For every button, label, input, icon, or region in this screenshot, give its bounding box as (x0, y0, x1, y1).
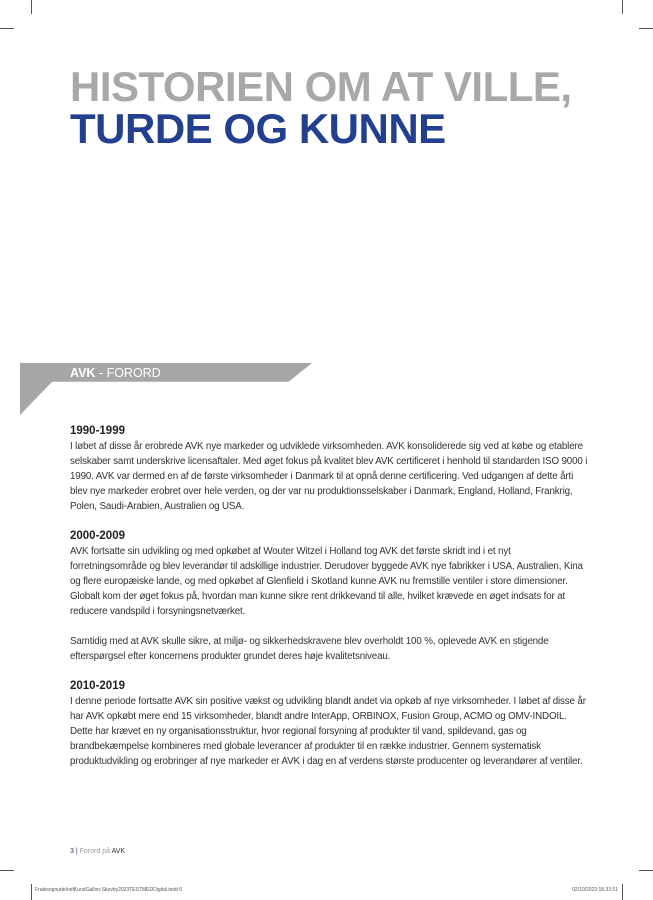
body-text (70, 424, 590, 784)
banner-label: FORORD (106, 366, 161, 380)
section-2010-2019 (70, 679, 590, 769)
page-title (70, 63, 572, 152)
folio-separator: | (75, 848, 78, 855)
page-title-line-2: TURDE OG KUNNE (70, 105, 446, 152)
crop-mark (639, 870, 653, 871)
page-footer (70, 848, 125, 855)
section-2000-2009 (70, 529, 590, 664)
section-heading: 1990-1999 (70, 425, 125, 437)
banner-brand: AVK (70, 366, 96, 380)
crop-mark (0, 28, 14, 29)
section-paragraph: I denne periode fortsatte AVK sin positive vækst og udvikling blandt andet via opkøb af nye virksomheder. I løbet af disse år har AVK opkøbt mere end 15 virksomheder, blandt andre InterApp, ORBINOX, Fusion Group, ACMO og OMV-INDOIL. Dette har krævet en ny organisationsstruktur, hvor regional forsyning af produkter til vand, spildevand, gas og brandbekæmpelse kombineres med globale leverancer af produkter til en række industrier. Gennem systematisk produktudvikling og erobringer af nye markeder er AVK i dag en af verdens største producenter og leverandører af ventiler. (70, 696, 586, 767)
page-number: 3 (70, 848, 74, 855)
section-heading: 2010-2019 (70, 680, 125, 692)
section-1990-1999 (70, 424, 590, 514)
crop-mark (31, 0, 32, 14)
section-heading: 2000-2009 (70, 530, 125, 542)
crop-mark (622, 884, 623, 900)
section-banner-label (70, 365, 161, 381)
crop-mark (0, 870, 14, 871)
page-title-line-1: HISTORIEN OM AT VILLE, (70, 63, 572, 110)
crop-mark (639, 28, 653, 29)
section-paragraph: I løbet af disse år erobrede AVK nye markeder og udviklede virksomheden. AVK konsoliderede sig ved at købe og etablere selskaber samt underskrive licensaftaler. Med øget fokus på kvalitet blev AVK certificeret i henhold til standarden ISO 9000 i 1990. AVK var dermed en af de første virksomheder i Danmark til at opnå denne certificering. Ved udgangen af dette årti blev nye markeder erobret over hele verden, og der var nu produktionsselskaber i Danmark, England, Holland, Frankrig, Polen, Saudi-Arabien, Australien og USA. (70, 441, 588, 512)
section-banner (20, 363, 312, 415)
crop-mark (31, 884, 32, 900)
section-paragraph: AVK fortsatte sin udvikling og med opkøbet af Wouter Witzel i Holland tog AVK det første skridt ind i et nyt forretningsområde og blev leverandør til adskillige industrier. Derudover byggede AVK nye fabrikker i USA, Australien, Kina og flere europæiske lande, og med opkøbet af Glenfield i Skotland kunne AVK nu fremstille ventiler i store dimensioner. Globalt kom der øget fokus på, hvordan man kunne sikre rent drikkevand til alle, hvilket krævede en øget indsats for at reducere vandspild i forsyningsnetværket. (70, 546, 583, 617)
folio-section: Forord på (79, 848, 110, 855)
folio-brand: AVK (111, 848, 126, 855)
print-slug-timestamp: 02/10/2023 18.33.51 (572, 887, 618, 893)
section-paragraph: Samtidig med at AVK skulle sikre, at miljø- og sikkerhedskravene blev overholdt 100 %, oplevede AVK en stigende efterspørgsel efter koncernens produkter grundet deres høje kvalitetsniveau. (70, 636, 549, 662)
banner-separator: - (95, 366, 107, 380)
print-slug-filename: FradesignudeInefKurstGallon-Skovby2023TESTMEDDigital.indd 6 (35, 887, 183, 893)
crop-mark (622, 0, 623, 14)
